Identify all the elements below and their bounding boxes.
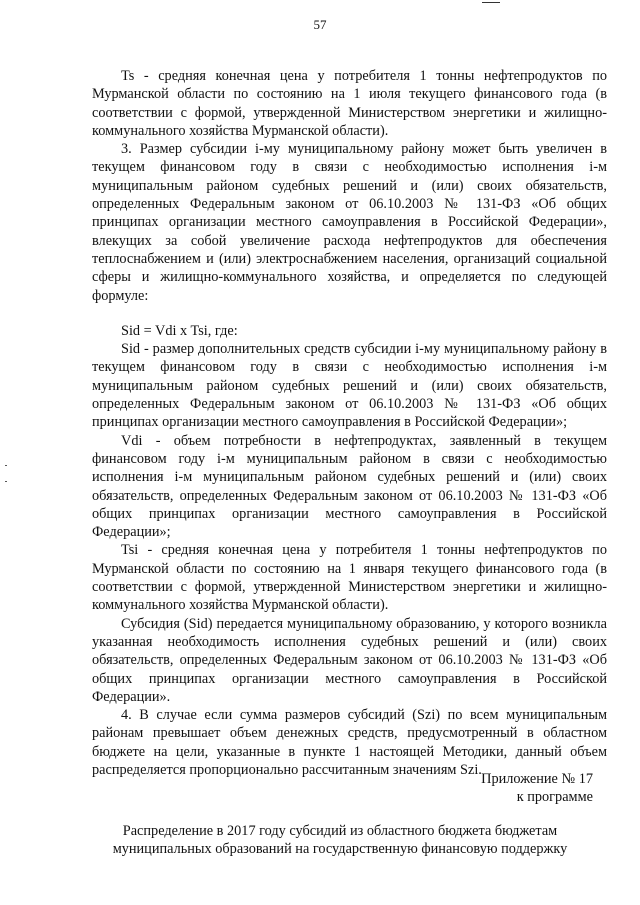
section-title-line-1: Распределение в 2017 году субсидий из областного бюджета бюджетам (122, 823, 558, 839)
paragraph-vdi-definition: Vdi - объем потребности в нефтепродуктах, заявленный в текущем финансовом году i-м муниципальным районом в связи с необходимостью исполнения i-м муниципальным районом судебных решений и (или) своих обязательств, определенных Федеральным законом от 06.10.2003 № 131-ФЗ «Об общих принципах организации местного самоуправления в Российской Федерации»; (92, 432, 607, 541)
appendix-reference (481, 770, 593, 807)
paragraph-gap (92, 305, 607, 322)
appendix-program: к программе (516, 789, 593, 806)
paragraph-item-3: 3. Размер субсидии i-му муниципальному району может быть увеличен в текущем финансовом году в связи с необходимостью исполнения i-м муниципальным районом судебных решений и (или) своих обязательств, определенных Федеральным законом от 06.10.2003 № 131-ФЗ «Об общих принципах организации местного самоуправления в Российской Федерации», влекущих за собой увеличение расхода нефтепродуктов для обеспечения теплоснабжением и (или) электроснабжением населения, организаций социальной сферы и жилищно-коммунального хозяйства, и определяется по следующей формуле: (92, 141, 607, 304)
page-number: 57 (313, 17, 327, 32)
paragraph-tsi-definition: Tsi - средняя конечная цена у потребителя 1 тонны нефтепродуктов по Мурманской области по состоянию на 1 января текущего финансового года (в соответствии с формой, утвержденной Министерством энергетики и жилищно-коммунального хозяйства Мурманской области). (92, 542, 607, 614)
section-title (40, 822, 640, 859)
appendix-number: Приложение № 17 (481, 771, 593, 787)
section-title-line-2: муниципальных образований на государственную финансовую поддержку (112, 841, 568, 858)
top-edge-rule (482, 2, 500, 3)
paragraph-item-4: 4. В случае если сумма размеров субсидий (Szi) по всем муниципальным районам превышает объем денежных средств, предусмотренный в областном бюджете на цели, указанные в пункте 1 настоящей Методики, данный объем распределяется пропорционально рассчитанным значениям Szi. (92, 707, 607, 778)
scan-edge-mark (5, 465, 7, 466)
paragraph-sid-definition: Sid - размер дополнительных средств субсидии i-му муниципальному району в текущем финансовом году в связи с необходимостью исполнения i-м муниципальным районом судебных решений и (или) своих обязательств, определенных Федеральным законом от 06.10.2003 № 131-ФЗ «Об общих принципах организации местного самоуправления в Российской Федерации»; (92, 341, 607, 431)
paragraph-sid-transfer: Субсидия (Sid) передается муниципальному образованию, у которого возникла указанная необходимость исполнения судебных решений и (или) своих обязательств, определенных Федеральным законом от 06.10.2003 № 131-ФЗ «Об общих принципах организации местного самоуправления в Российской Федерации». (92, 615, 607, 705)
scan-edge-mark (5, 481, 7, 482)
formula-line: Sid = Vdi x Tsi, где: (121, 322, 238, 339)
document-body (92, 67, 607, 779)
paragraph-ts-definition: Ts - средняя конечная цена у потребителя 1 тонны нефтепродуктов по Мурманской области по состоянию на 1 июля текущего финансового года (в соответствии с формой, утвержденной Министерством энергетики и жилищно-коммунального хозяйства Мурманской области). (92, 68, 607, 139)
